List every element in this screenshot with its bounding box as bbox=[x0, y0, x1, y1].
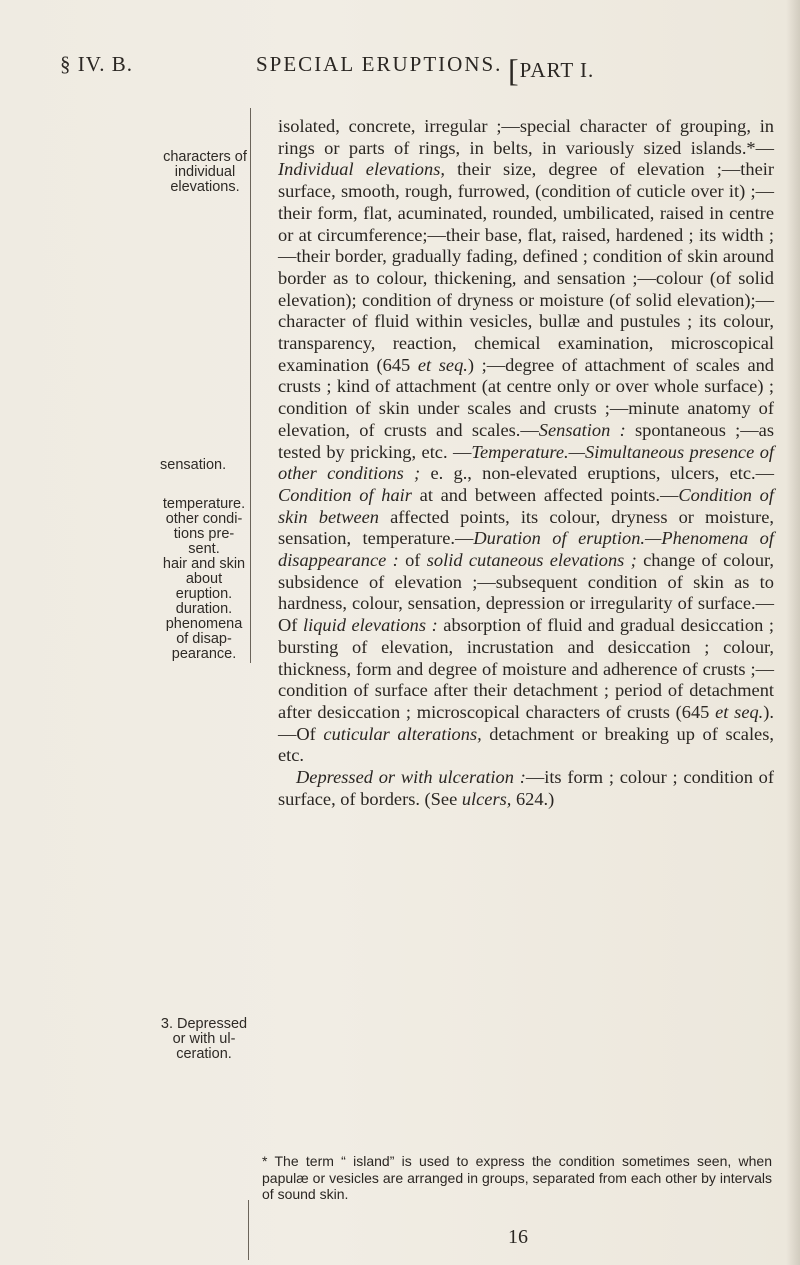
page-edge-shadow bbox=[786, 0, 800, 1265]
marginal-note-temperature: temperature. other condi- tions pre- sent. hair and skin about eruption. duration. phenomena of disap- pearance. bbox=[162, 496, 246, 662]
page-number: 16 bbox=[508, 1226, 528, 1248]
body-text bbox=[278, 116, 774, 811]
marginal-note-sensation: sensation. bbox=[160, 457, 227, 473]
marginal-note-characters: characters of individual elevations. bbox=[163, 149, 247, 195]
paragraph-elevations: isolated, concrete, irregular ;—special character of grouping, in rings or parts of rings, in belts, in variously sized islands.*—Individual elevations, their size, degree of elevation ;—their surface, smooth, rough, furrowed, (condition of cuticle over it) ;—their form, flat, acuminated, rounded, umbilicated, raised in centre or at circumference;—their base, flat, raised, hardened ; its width ;—their border, gradually fading, defined ; condition of skin around border as to colour, thickening, and sensation ;—colour (of solid elevation); condition of dryness or moisture (of solid elevation);—character of fluid within vesicles, bullæ and pustules ; its colour, transparency, reaction, chemical examination, microscopical examination (645 et seq.) ;—degree of attachment of scales and crusts ; kind of attachment (at centre only or over whole surface) ; condition of skin under scales and crusts ;—minute anatomy of elevation, of crusts and scales.—Sensation : spontaneous ;—as tested by pricking, etc. —Temperature.—Simultaneous presence of other conditions ; e. g., non-elevated eruptions, ulcers, etc.—Condition of hair at and between affected points.—Condition of skin between affected points, its colour, dryness or moisture, sensation, temperature.—Duration of eruption.—Phenomena of disappearance : of solid cutaneous elevations ; change of colour, subsidence of elevation ;—subsequent condition of skin as to hardness, colour, sensation, depression or irregularity of surface.—Of liquid elevations : absorption of fluid and gradual desiccation ; bursting of elevation, incrustation and desiccation ; colour, thickness, form and degree of moisture and adherence of crusts ;—condition of surface after their detachment ; period of detachment after desiccation ; microscopical characters of crusts (645 et seq.).—Of cuticular alterations, detachment or breaking up of scales, etc. bbox=[278, 116, 775, 766]
part-label: [PART I. bbox=[508, 52, 595, 88]
marginal-note-depressed: 3. Depressed or with ul- ceration. bbox=[160, 1016, 248, 1062]
paragraph-depressed: Depressed or with ulceration :—its form ; colour ; condition of surface, of borders. (See ulcers, 624.) bbox=[278, 767, 774, 809]
running-head bbox=[60, 52, 780, 88]
footnote: * The term “ island” is used to express the condition sometimes seen, when papulæ or vesicles are arranged in groups, separated from each other by intervals of sound skin. bbox=[262, 1153, 772, 1202]
footnote-rule bbox=[248, 1200, 249, 1260]
chapter-title: SPECIAL ERUPTIONS. bbox=[256, 52, 503, 76]
section-reference: § IV. B. bbox=[60, 52, 133, 76]
part-label-text: PART I. bbox=[519, 58, 595, 82]
